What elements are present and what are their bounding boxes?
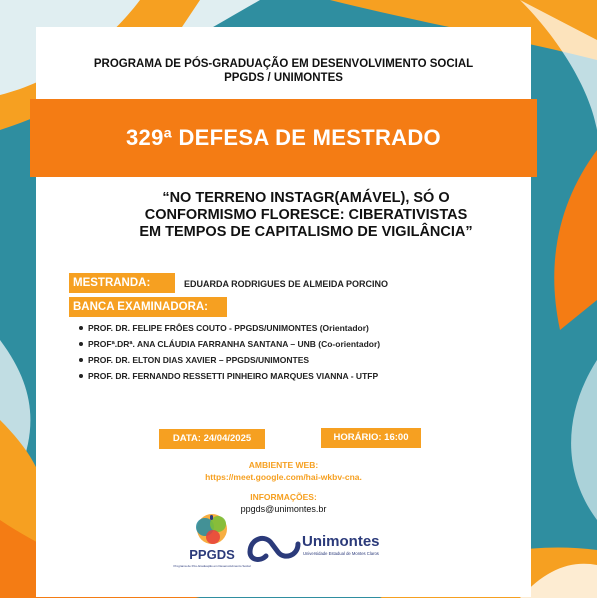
bullet-icon bbox=[79, 374, 83, 378]
announcement-card bbox=[36, 27, 531, 597]
environment-label: AMBIENTE WEB: bbox=[248, 460, 319, 470]
member-name: PROF. DR. ELTON DIAS XAVIER – PPGDS/UNIMONTES bbox=[88, 355, 310, 365]
thesis-title bbox=[96, 190, 516, 241]
program-acronym: PPGDS / UNIMONTES bbox=[224, 72, 343, 84]
banca-label: BANCA EXAMINADORA: bbox=[69, 297, 227, 317]
program-header bbox=[36, 57, 531, 85]
unimontes-logo-text: Unimontes bbox=[302, 533, 380, 550]
thesis-line-3: EM TEMPOS DE CAPITALISMO DE VIGILÂNCIA” bbox=[139, 224, 473, 240]
time-badge: HORÁRIO: 16:00 bbox=[321, 428, 421, 448]
meeting-link[interactable]: https://meet.google.com/hai-wkbv-cna. bbox=[205, 472, 362, 482]
mestranda-name: EDUARDA RODRIGUES DE ALMEIDA PORCINO bbox=[184, 279, 389, 289]
list-item bbox=[79, 355, 380, 365]
list-item bbox=[79, 371, 380, 381]
thesis-line-1: “NO TERRENO INSTAGR(AMÁVEL), SÓ O bbox=[162, 190, 450, 206]
bullet-icon bbox=[79, 358, 83, 362]
mestranda-label: MESTRANDA: bbox=[69, 273, 175, 293]
member-name: PROFª.DRª. ANA CLÁUDIA FARRANHA SANTANA – UNB (Co-orientador) bbox=[88, 339, 381, 349]
title-banner bbox=[30, 99, 537, 177]
info-label: INFORMAÇÕES: bbox=[250, 492, 317, 502]
ppgds-logo-subtext: Programa de Pós-Graduação em Desenvolvimento Social bbox=[173, 564, 251, 568]
ppgds-logo-text: PPGDS bbox=[189, 547, 235, 562]
banner-title: 329ª DEFESA DE MESTRADO bbox=[126, 125, 441, 150]
member-name: PROF. DR. FERNANDO RESSETTI PINHEIRO MARQUES VIANNA - UTFP bbox=[88, 371, 379, 381]
contact-email[interactable]: ppgds@unimontes.br bbox=[240, 504, 327, 514]
list-item bbox=[79, 339, 380, 349]
date-badge: DATA: 24/04/2025 bbox=[159, 429, 265, 449]
member-name: PROF. DR. FELIPE FRÔES COUTO - PPGDS/UNIMONTES (Orientador) bbox=[88, 323, 369, 333]
unimontes-logo-subtext: Universidade Estadual de Montes Claros bbox=[303, 551, 379, 556]
bullet-icon bbox=[79, 326, 83, 330]
program-name: PROGRAMA DE PÓS-GRADUAÇÃO EM DESENVOLVIMENTO SOCIAL bbox=[93, 58, 474, 70]
banca-member-list bbox=[79, 323, 380, 387]
ppgds-logo bbox=[173, 507, 251, 573]
thesis-line-2: CONFORMISMO FLORESCE: CIBERATIVISTAS bbox=[144, 207, 468, 223]
bullet-icon bbox=[79, 342, 83, 346]
unimontes-logo bbox=[246, 524, 380, 566]
list-item bbox=[79, 323, 380, 333]
